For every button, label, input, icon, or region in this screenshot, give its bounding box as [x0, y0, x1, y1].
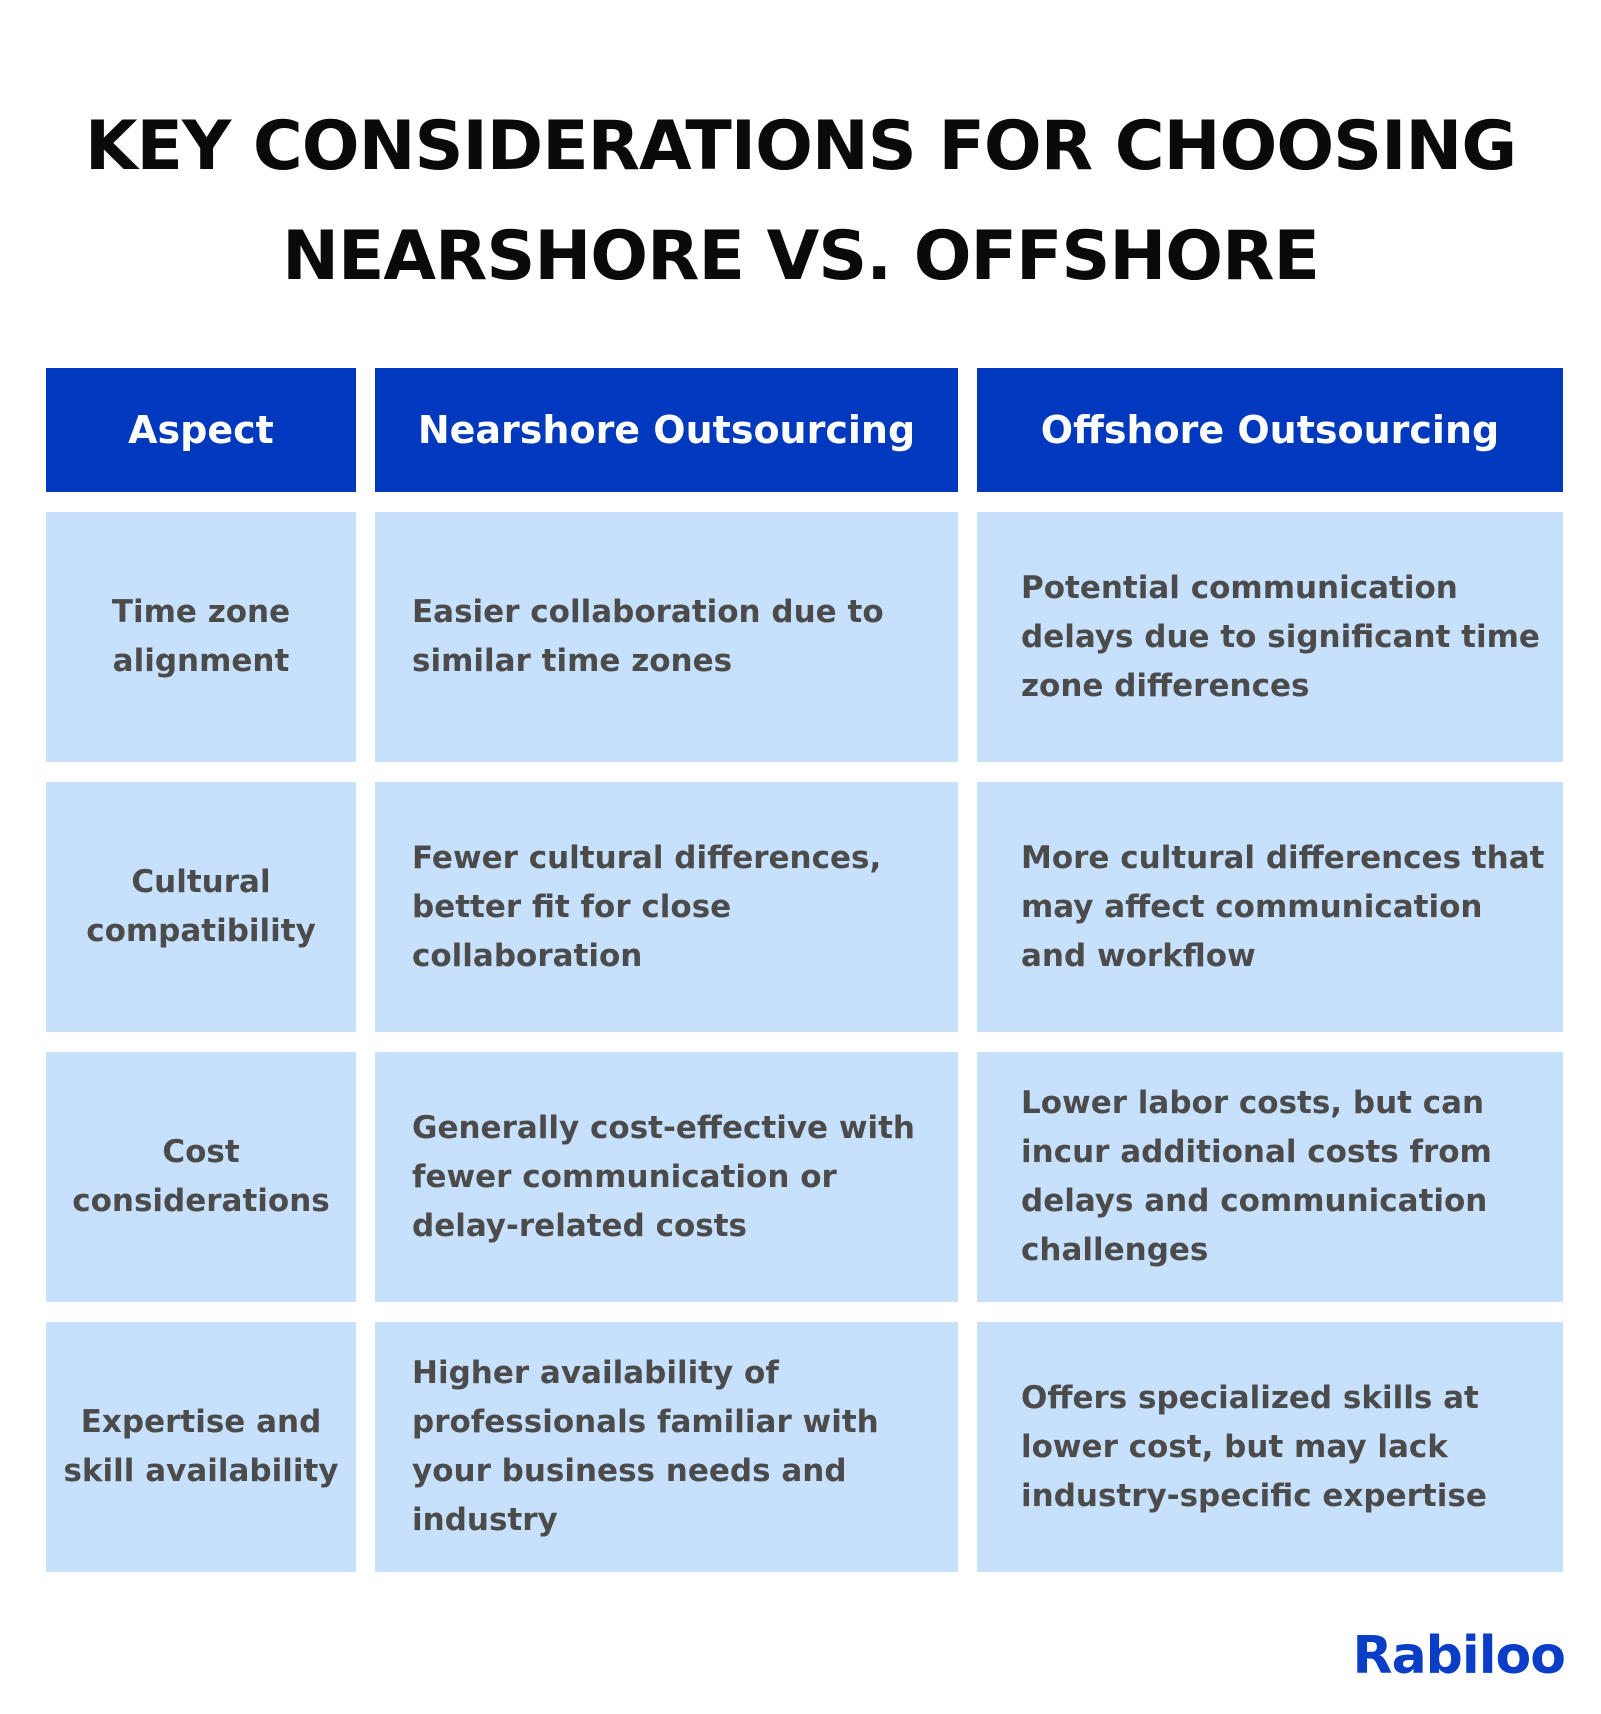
header-aspect: Aspect	[46, 368, 356, 492]
offshore-cultural: More cultural differences that may affect communication and workflow	[977, 782, 1563, 1032]
nearshore-expertise: Higher availability of professionals familiar with your business needs and industry	[375, 1322, 958, 1572]
page-title	[0, 92, 1601, 312]
aspect-expertise: Expertise and skill availability	[46, 1322, 356, 1572]
header-offshore: Offshore Outsourcing	[977, 368, 1563, 492]
nearshore-time-zone: Easier collaboration due to similar time zones	[375, 512, 958, 762]
aspect-cultural: Cultural compatibility	[46, 782, 356, 1032]
offshore-time-zone: Potential communication delays due to significant time zone differences	[977, 512, 1563, 762]
nearshore-cost: Generally cost-effective with fewer communication or delay-related costs	[375, 1052, 958, 1302]
aspect-cost: Cost considerations	[46, 1052, 356, 1302]
rabiloo-logo: Rabiloo	[1352, 1626, 1565, 1686]
aspect-time-zone: Time zone alignment	[46, 512, 356, 762]
nearshore-cultural: Fewer cultural differences, better fit for close collaboration	[375, 782, 958, 1032]
offshore-cost: Lower labor costs, but can incur additional costs from delays and communication challenges	[977, 1052, 1563, 1302]
title-line-2: NEARSHORE VS. OFFSHORE	[282, 217, 1319, 296]
title-line-1: KEY CONSIDERATIONS FOR CHOOSING	[84, 107, 1517, 186]
offshore-expertise: Offers specialized skills at lower cost, but may lack industry-specific expertise	[977, 1322, 1563, 1572]
header-nearshore: Nearshore Outsourcing	[375, 368, 958, 492]
